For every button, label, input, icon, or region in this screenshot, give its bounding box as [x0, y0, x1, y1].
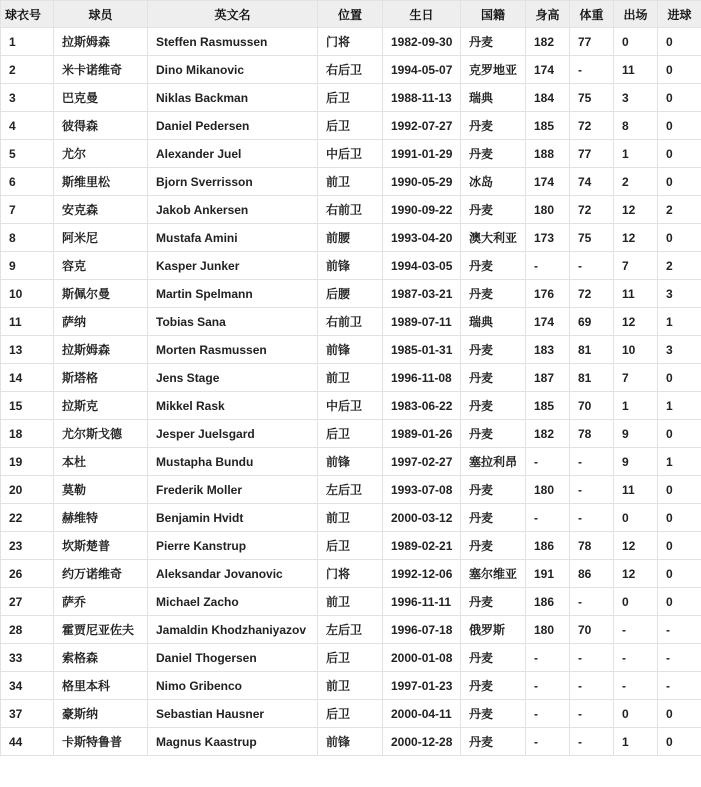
column-header-weight: 体重 [570, 1, 614, 28]
cell-appearances: 0 [614, 700, 658, 728]
cell-height: 180 [526, 616, 570, 644]
cell-appearances: 12 [614, 224, 658, 252]
cell-appearances: 8 [614, 112, 658, 140]
cell-birthday: 1985-01-31 [383, 336, 461, 364]
cell-weight: - [570, 728, 614, 756]
cell-birthday: 1996-11-08 [383, 364, 461, 392]
table-row [1, 308, 701, 336]
cell-goals: - [658, 672, 701, 700]
column-header-position: 位置 [318, 1, 383, 28]
column-header-player-name: 球员 [54, 1, 148, 28]
cell-player-name: 阿米尼 [54, 224, 148, 252]
column-header-jersey-number: 球衣号 [1, 1, 54, 28]
cell-goals: 2 [658, 252, 701, 280]
cell-english-name: Tobias Sana [148, 308, 318, 336]
cell-nationality: 丹麦 [461, 672, 526, 700]
cell-appearances: 0 [614, 28, 658, 56]
cell-nationality: 冰岛 [461, 168, 526, 196]
cell-nationality: 丹麦 [461, 392, 526, 420]
cell-player-name: 拉斯姆森 [54, 336, 148, 364]
cell-weight: - [570, 504, 614, 532]
cell-weight: - [570, 700, 614, 728]
cell-player-name: 彼得森 [54, 112, 148, 140]
column-header-birthday: 生日 [383, 1, 461, 28]
cell-height: 174 [526, 168, 570, 196]
cell-goals: 3 [658, 336, 701, 364]
cell-birthday: 1992-12-06 [383, 560, 461, 588]
cell-nationality: 丹麦 [461, 364, 526, 392]
cell-height: 174 [526, 56, 570, 84]
cell-position: 前锋 [318, 448, 383, 476]
cell-goals: 3 [658, 280, 701, 308]
cell-birthday: 1993-07-08 [383, 476, 461, 504]
cell-goals: 1 [658, 308, 701, 336]
cell-jersey-number: 10 [1, 280, 54, 308]
cell-player-name: 霍贾尼亚佐夫 [54, 616, 148, 644]
cell-birthday: 1982-09-30 [383, 28, 461, 56]
cell-nationality: 丹麦 [461, 728, 526, 756]
cell-nationality: 丹麦 [461, 252, 526, 280]
cell-weight: 77 [570, 140, 614, 168]
cell-jersey-number: 5 [1, 140, 54, 168]
cell-weight: 69 [570, 308, 614, 336]
cell-position: 门将 [318, 560, 383, 588]
cell-weight: 78 [570, 532, 614, 560]
cell-jersey-number: 19 [1, 448, 54, 476]
table-row [1, 504, 701, 532]
cell-position: 后卫 [318, 700, 383, 728]
cell-jersey-number: 37 [1, 700, 54, 728]
cell-jersey-number: 11 [1, 308, 54, 336]
cell-appearances: 12 [614, 196, 658, 224]
cell-appearances: 2 [614, 168, 658, 196]
table-row [1, 364, 701, 392]
cell-player-name: 尤尔斯戈德 [54, 420, 148, 448]
cell-goals: 0 [658, 112, 701, 140]
cell-position: 后卫 [318, 84, 383, 112]
cell-nationality: 俄罗斯 [461, 616, 526, 644]
cell-birthday: 1991-01-29 [383, 140, 461, 168]
cell-birthday: 1997-02-27 [383, 448, 461, 476]
cell-birthday: 1987-03-21 [383, 280, 461, 308]
cell-birthday: 1989-02-21 [383, 532, 461, 560]
cell-english-name: Dino Mikanovic [148, 56, 318, 84]
table-row [1, 532, 701, 560]
cell-nationality: 丹麦 [461, 28, 526, 56]
cell-jersey-number: 26 [1, 560, 54, 588]
cell-english-name: Sebastian Hausner [148, 700, 318, 728]
cell-birthday: 1993-04-20 [383, 224, 461, 252]
cell-english-name: Morten Rasmussen [148, 336, 318, 364]
cell-player-name: 尤尔 [54, 140, 148, 168]
column-header-english-name: 英文名 [148, 1, 318, 28]
cell-english-name: Michael Zacho [148, 588, 318, 616]
table-row [1, 560, 701, 588]
cell-height: 184 [526, 84, 570, 112]
cell-goals: 0 [658, 560, 701, 588]
cell-position: 后卫 [318, 112, 383, 140]
cell-birthday: 2000-01-08 [383, 644, 461, 672]
cell-player-name: 斯塔格 [54, 364, 148, 392]
cell-goals: 0 [658, 28, 701, 56]
cell-position: 前锋 [318, 252, 383, 280]
cell-appearances: 12 [614, 308, 658, 336]
cell-weight: 75 [570, 84, 614, 112]
cell-height: 180 [526, 196, 570, 224]
cell-appearances: 11 [614, 476, 658, 504]
cell-height: 185 [526, 112, 570, 140]
cell-height: - [526, 644, 570, 672]
table-row [1, 28, 701, 56]
cell-goals: 0 [658, 700, 701, 728]
cell-nationality: 丹麦 [461, 140, 526, 168]
cell-player-name: 拉斯姆森 [54, 28, 148, 56]
cell-player-name: 萨乔 [54, 588, 148, 616]
cell-goals: 0 [658, 532, 701, 560]
cell-appearances: 0 [614, 504, 658, 532]
table-row [1, 56, 701, 84]
cell-weight: 70 [570, 616, 614, 644]
cell-weight: 70 [570, 392, 614, 420]
table-row [1, 588, 701, 616]
cell-weight: 75 [570, 224, 614, 252]
table-row [1, 644, 701, 672]
cell-english-name: Steffen Rasmussen [148, 28, 318, 56]
table-row [1, 280, 701, 308]
cell-goals: - [658, 644, 701, 672]
cell-player-name: 米卡诺维奇 [54, 56, 148, 84]
cell-position: 右前卫 [318, 196, 383, 224]
cell-weight: - [570, 476, 614, 504]
cell-english-name: Jamaldin Khodzhaniyazov [148, 616, 318, 644]
table-row [1, 252, 701, 280]
cell-goals: 0 [658, 504, 701, 532]
cell-player-name: 安克森 [54, 196, 148, 224]
cell-appearances: - [614, 616, 658, 644]
cell-position: 中后卫 [318, 140, 383, 168]
cell-english-name: Jakob Ankersen [148, 196, 318, 224]
cell-player-name: 萨纳 [54, 308, 148, 336]
cell-nationality: 丹麦 [461, 420, 526, 448]
cell-weight: 72 [570, 196, 614, 224]
cell-nationality: 瑞典 [461, 84, 526, 112]
cell-nationality: 塞拉利昂 [461, 448, 526, 476]
cell-height: 173 [526, 224, 570, 252]
cell-jersey-number: 3 [1, 84, 54, 112]
cell-appearances: 1 [614, 392, 658, 420]
cell-birthday: 1996-11-11 [383, 588, 461, 616]
cell-goals: 0 [658, 420, 701, 448]
cell-player-name: 索格森 [54, 644, 148, 672]
table-row [1, 112, 701, 140]
cell-weight: - [570, 56, 614, 84]
cell-nationality: 丹麦 [461, 644, 526, 672]
cell-jersey-number: 1 [1, 28, 54, 56]
cell-jersey-number: 4 [1, 112, 54, 140]
cell-weight: 74 [570, 168, 614, 196]
cell-player-name: 容克 [54, 252, 148, 280]
cell-goals: 0 [658, 140, 701, 168]
cell-player-name: 赫维特 [54, 504, 148, 532]
cell-nationality: 丹麦 [461, 504, 526, 532]
cell-english-name: Daniel Thogersen [148, 644, 318, 672]
cell-birthday: 1994-05-07 [383, 56, 461, 84]
table-row [1, 168, 701, 196]
cell-position: 后卫 [318, 644, 383, 672]
cell-appearances: 9 [614, 448, 658, 476]
cell-height: - [526, 728, 570, 756]
cell-weight: 78 [570, 420, 614, 448]
cell-nationality: 丹麦 [461, 700, 526, 728]
table-row [1, 196, 701, 224]
cell-height: 185 [526, 392, 570, 420]
table-row [1, 672, 701, 700]
cell-appearances: 11 [614, 56, 658, 84]
cell-position: 右前卫 [318, 308, 383, 336]
cell-appearances: 12 [614, 560, 658, 588]
cell-position: 前卫 [318, 504, 383, 532]
cell-nationality: 瑞典 [461, 308, 526, 336]
cell-nationality: 丹麦 [461, 532, 526, 560]
cell-english-name: Benjamin Hvidt [148, 504, 318, 532]
cell-nationality: 丹麦 [461, 336, 526, 364]
cell-english-name: Alexander Juel [148, 140, 318, 168]
cell-weight: 77 [570, 28, 614, 56]
cell-birthday: 1983-06-22 [383, 392, 461, 420]
cell-nationality: 澳大利亚 [461, 224, 526, 252]
column-header-height: 身高 [526, 1, 570, 28]
cell-english-name: Mustapha Bundu [148, 448, 318, 476]
cell-english-name: Jens Stage [148, 364, 318, 392]
cell-position: 前卫 [318, 168, 383, 196]
cell-jersey-number: 15 [1, 392, 54, 420]
cell-weight: 81 [570, 364, 614, 392]
cell-english-name: Niklas Backman [148, 84, 318, 112]
cell-position: 前锋 [318, 728, 383, 756]
cell-english-name: Kasper Junker [148, 252, 318, 280]
table-header [1, 1, 701, 28]
cell-goals: 0 [658, 56, 701, 84]
table-row [1, 224, 701, 252]
header-row [1, 1, 701, 28]
cell-position: 后腰 [318, 280, 383, 308]
cell-weight: - [570, 672, 614, 700]
cell-jersey-number: 6 [1, 168, 54, 196]
cell-player-name: 本杜 [54, 448, 148, 476]
cell-english-name: Bjorn Sverrisson [148, 168, 318, 196]
cell-birthday: 1992-07-27 [383, 112, 461, 140]
cell-appearances: 9 [614, 420, 658, 448]
cell-height: - [526, 504, 570, 532]
cell-nationality: 丹麦 [461, 112, 526, 140]
cell-player-name: 约万诺维奇 [54, 560, 148, 588]
table-row [1, 84, 701, 112]
cell-english-name: Daniel Pedersen [148, 112, 318, 140]
cell-goals: 2 [658, 196, 701, 224]
table-row [1, 700, 701, 728]
cell-goals: 0 [658, 728, 701, 756]
cell-appearances: 3 [614, 84, 658, 112]
cell-english-name: Nimo Gribenco [148, 672, 318, 700]
cell-jersey-number: 44 [1, 728, 54, 756]
cell-player-name: 拉斯克 [54, 392, 148, 420]
cell-appearances: 7 [614, 364, 658, 392]
cell-birthday: 2000-04-11 [383, 700, 461, 728]
cell-appearances: 0 [614, 588, 658, 616]
cell-player-name: 卡斯特鲁普 [54, 728, 148, 756]
cell-english-name: Mustafa Amini [148, 224, 318, 252]
cell-goals: 1 [658, 392, 701, 420]
table-row [1, 616, 701, 644]
column-header-goals: 进球 [658, 1, 701, 28]
cell-height: 182 [526, 28, 570, 56]
cell-height: 188 [526, 140, 570, 168]
table-body [1, 28, 701, 756]
cell-position: 前卫 [318, 672, 383, 700]
cell-position: 前卫 [318, 588, 383, 616]
cell-nationality: 丹麦 [461, 196, 526, 224]
cell-nationality: 丹麦 [461, 588, 526, 616]
cell-player-name: 坎斯楚普 [54, 532, 148, 560]
cell-jersey-number: 9 [1, 252, 54, 280]
cell-player-name: 斯佩尔曼 [54, 280, 148, 308]
cell-height: 191 [526, 560, 570, 588]
table-row [1, 476, 701, 504]
cell-birthday: 1990-09-22 [383, 196, 461, 224]
cell-jersey-number: 8 [1, 224, 54, 252]
table-row [1, 392, 701, 420]
column-header-appearances: 出场 [614, 1, 658, 28]
cell-goals: - [658, 616, 701, 644]
cell-birthday: 1989-07-11 [383, 308, 461, 336]
cell-player-name: 巴克曼 [54, 84, 148, 112]
cell-weight: - [570, 448, 614, 476]
cell-position: 前锋 [318, 336, 383, 364]
cell-player-name: 斯维里松 [54, 168, 148, 196]
cell-jersey-number: 18 [1, 420, 54, 448]
cell-english-name: Aleksandar Jovanovic [148, 560, 318, 588]
cell-position: 中后卫 [318, 392, 383, 420]
column-header-nationality: 国籍 [461, 1, 526, 28]
cell-birthday: 1996-07-18 [383, 616, 461, 644]
cell-nationality: 克罗地亚 [461, 56, 526, 84]
cell-height: - [526, 448, 570, 476]
cell-jersey-number: 20 [1, 476, 54, 504]
cell-weight: - [570, 644, 614, 672]
cell-birthday: 1988-11-13 [383, 84, 461, 112]
cell-appearances: 11 [614, 280, 658, 308]
cell-goals: 0 [658, 224, 701, 252]
cell-weight: 72 [570, 112, 614, 140]
cell-appearances: 10 [614, 336, 658, 364]
cell-weight: 81 [570, 336, 614, 364]
cell-position: 右后卫 [318, 56, 383, 84]
cell-jersey-number: 22 [1, 504, 54, 532]
cell-player-name: 格里本科 [54, 672, 148, 700]
cell-goals: 0 [658, 588, 701, 616]
cell-appearances: 1 [614, 728, 658, 756]
cell-birthday: 1989-01-26 [383, 420, 461, 448]
table-row [1, 728, 701, 756]
cell-jersey-number: 34 [1, 672, 54, 700]
table-row [1, 140, 701, 168]
cell-height: 186 [526, 532, 570, 560]
cell-position: 前卫 [318, 364, 383, 392]
cell-english-name: Mikkel Rask [148, 392, 318, 420]
cell-english-name: Magnus Kaastrup [148, 728, 318, 756]
table-row [1, 420, 701, 448]
cell-player-name: 莫勒 [54, 476, 148, 504]
cell-goals: 1 [658, 448, 701, 476]
cell-appearances: - [614, 672, 658, 700]
cell-height: 180 [526, 476, 570, 504]
cell-birthday: 2000-03-12 [383, 504, 461, 532]
cell-height: - [526, 252, 570, 280]
cell-jersey-number: 2 [1, 56, 54, 84]
cell-weight: - [570, 588, 614, 616]
cell-jersey-number: 7 [1, 196, 54, 224]
cell-english-name: Jesper Juelsgard [148, 420, 318, 448]
cell-goals: 0 [658, 84, 701, 112]
cell-nationality: 丹麦 [461, 280, 526, 308]
cell-nationality: 丹麦 [461, 476, 526, 504]
cell-height: - [526, 672, 570, 700]
cell-player-name: 豪斯纳 [54, 700, 148, 728]
cell-jersey-number: 33 [1, 644, 54, 672]
cell-birthday: 1994-03-05 [383, 252, 461, 280]
cell-height: 187 [526, 364, 570, 392]
cell-weight: - [570, 252, 614, 280]
cell-position: 门将 [318, 28, 383, 56]
cell-birthday: 1990-05-29 [383, 168, 461, 196]
cell-english-name: Martin Spelmann [148, 280, 318, 308]
cell-jersey-number: 27 [1, 588, 54, 616]
cell-goals: 0 [658, 364, 701, 392]
cell-birthday: 1997-01-23 [383, 672, 461, 700]
cell-position: 后卫 [318, 532, 383, 560]
cell-goals: 0 [658, 168, 701, 196]
cell-jersey-number: 13 [1, 336, 54, 364]
cell-appearances: 12 [614, 532, 658, 560]
table-row [1, 336, 701, 364]
cell-birthday: 2000-12-28 [383, 728, 461, 756]
cell-position: 后卫 [318, 420, 383, 448]
cell-jersey-number: 23 [1, 532, 54, 560]
cell-height: 182 [526, 420, 570, 448]
cell-appearances: 1 [614, 140, 658, 168]
cell-appearances: 7 [614, 252, 658, 280]
cell-jersey-number: 14 [1, 364, 54, 392]
cell-height: 183 [526, 336, 570, 364]
cell-height: - [526, 700, 570, 728]
cell-position: 左后卫 [318, 476, 383, 504]
cell-position: 左后卫 [318, 616, 383, 644]
cell-height: 176 [526, 280, 570, 308]
cell-height: 186 [526, 588, 570, 616]
cell-appearances: - [614, 644, 658, 672]
cell-nationality: 塞尔维亚 [461, 560, 526, 588]
cell-weight: 86 [570, 560, 614, 588]
table-row [1, 448, 701, 476]
cell-position: 前腰 [318, 224, 383, 252]
cell-jersey-number: 28 [1, 616, 54, 644]
cell-english-name: Frederik Moller [148, 476, 318, 504]
cell-weight: 72 [570, 280, 614, 308]
cell-height: 174 [526, 308, 570, 336]
cell-goals: 0 [658, 476, 701, 504]
cell-english-name: Pierre Kanstrup [148, 532, 318, 560]
